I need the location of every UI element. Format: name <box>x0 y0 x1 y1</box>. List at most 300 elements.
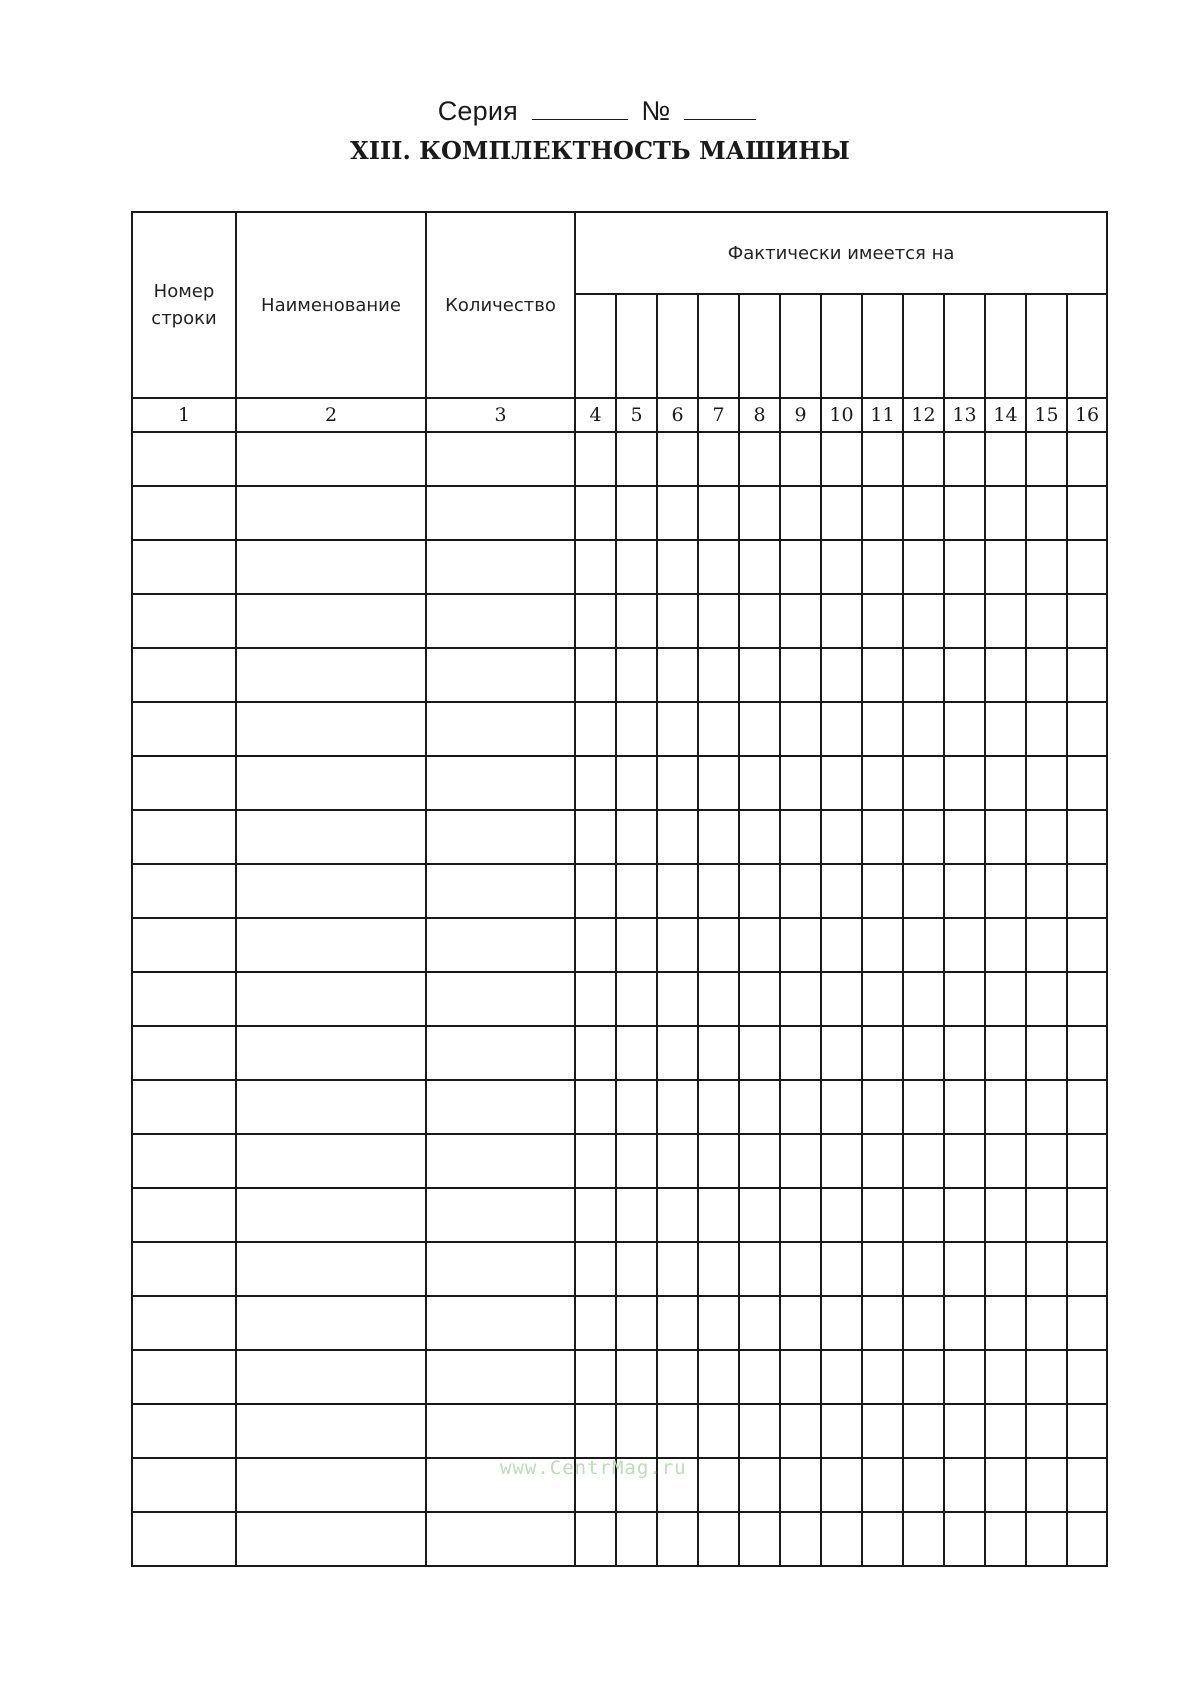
table-cell[interactable] <box>1026 486 1067 540</box>
table-cell[interactable] <box>616 486 657 540</box>
table-cell[interactable] <box>1067 1080 1107 1134</box>
table-cell[interactable] <box>657 810 698 864</box>
table-cell[interactable] <box>1026 1188 1067 1242</box>
table-cell[interactable] <box>1026 1242 1067 1296</box>
table-cell[interactable] <box>575 1080 616 1134</box>
table-cell[interactable] <box>739 1458 780 1512</box>
table-cell[interactable] <box>1067 702 1107 756</box>
table-cell[interactable] <box>862 1242 903 1296</box>
table-cell[interactable] <box>132 864 236 918</box>
table-cell[interactable] <box>657 1404 698 1458</box>
table-cell[interactable] <box>862 486 903 540</box>
table-cell[interactable] <box>780 1188 821 1242</box>
table-cell[interactable] <box>616 648 657 702</box>
table-cell[interactable] <box>821 1026 862 1080</box>
table-cell[interactable] <box>739 1026 780 1080</box>
table-cell[interactable] <box>1026 1080 1067 1134</box>
table-cell[interactable] <box>236 1458 426 1512</box>
table-cell[interactable] <box>739 540 780 594</box>
table-cell[interactable] <box>426 810 575 864</box>
table-cell[interactable] <box>426 1512 575 1566</box>
table-cell[interactable] <box>236 1080 426 1134</box>
table-cell[interactable] <box>236 594 426 648</box>
table-cell[interactable] <box>739 810 780 864</box>
date-header-cell[interactable] <box>821 294 862 398</box>
table-cell[interactable] <box>862 810 903 864</box>
table-cell[interactable] <box>426 1404 575 1458</box>
table-cell[interactable] <box>821 702 862 756</box>
table-cell[interactable] <box>1026 432 1067 486</box>
date-header-cell[interactable] <box>616 294 657 398</box>
table-cell[interactable] <box>903 594 944 648</box>
table-cell[interactable] <box>739 648 780 702</box>
table-cell[interactable] <box>616 1026 657 1080</box>
table-cell[interactable] <box>698 918 739 972</box>
series-blank-field[interactable] <box>532 97 628 120</box>
table-cell[interactable] <box>657 918 698 972</box>
table-cell[interactable] <box>821 1242 862 1296</box>
table-cell[interactable] <box>657 540 698 594</box>
table-cell[interactable] <box>1067 1404 1107 1458</box>
table-cell[interactable] <box>821 1296 862 1350</box>
table-cell[interactable] <box>1067 972 1107 1026</box>
table-cell[interactable] <box>903 648 944 702</box>
table-cell[interactable] <box>944 1350 985 1404</box>
table-cell[interactable] <box>657 1188 698 1242</box>
table-cell[interactable] <box>575 756 616 810</box>
table-cell[interactable] <box>944 918 985 972</box>
table-cell[interactable] <box>780 972 821 1026</box>
table-cell[interactable] <box>657 972 698 1026</box>
table-cell[interactable] <box>698 972 739 1026</box>
table-cell[interactable] <box>903 1350 944 1404</box>
table-cell[interactable] <box>985 1188 1026 1242</box>
table-cell[interactable] <box>1067 756 1107 810</box>
table-cell[interactable] <box>698 1242 739 1296</box>
table-cell[interactable] <box>698 1404 739 1458</box>
table-cell[interactable] <box>821 864 862 918</box>
table-cell[interactable] <box>985 756 1026 810</box>
table-cell[interactable] <box>1026 1404 1067 1458</box>
table-cell[interactable] <box>985 432 1026 486</box>
table-cell[interactable] <box>426 1296 575 1350</box>
table-cell[interactable] <box>426 1080 575 1134</box>
table-cell[interactable] <box>780 594 821 648</box>
table-cell[interactable] <box>1026 756 1067 810</box>
table-cell[interactable] <box>862 702 903 756</box>
table-cell[interactable] <box>985 1242 1026 1296</box>
table-cell[interactable] <box>985 1134 1026 1188</box>
table-cell[interactable] <box>132 756 236 810</box>
table-cell[interactable] <box>1026 648 1067 702</box>
table-cell[interactable] <box>132 810 236 864</box>
table-cell[interactable] <box>985 486 1026 540</box>
table-cell[interactable] <box>862 1080 903 1134</box>
table-cell[interactable] <box>739 1512 780 1566</box>
table-cell[interactable] <box>821 648 862 702</box>
table-cell[interactable] <box>426 756 575 810</box>
table-cell[interactable] <box>1026 594 1067 648</box>
table-cell[interactable] <box>657 486 698 540</box>
date-header-cell[interactable] <box>862 294 903 398</box>
table-cell[interactable] <box>616 756 657 810</box>
table-cell[interactable] <box>821 1512 862 1566</box>
table-cell[interactable] <box>657 1512 698 1566</box>
table-cell[interactable] <box>739 486 780 540</box>
table-cell[interactable] <box>132 432 236 486</box>
table-cell[interactable] <box>426 864 575 918</box>
table-cell[interactable] <box>944 864 985 918</box>
table-cell[interactable] <box>862 1188 903 1242</box>
table-cell[interactable] <box>903 1080 944 1134</box>
table-cell[interactable] <box>1026 972 1067 1026</box>
table-cell[interactable] <box>862 432 903 486</box>
date-header-cell[interactable] <box>1026 294 1067 398</box>
table-cell[interactable] <box>1067 594 1107 648</box>
table-cell[interactable] <box>780 1512 821 1566</box>
table-cell[interactable] <box>132 1080 236 1134</box>
table-cell[interactable] <box>1067 648 1107 702</box>
table-cell[interactable] <box>698 1026 739 1080</box>
table-cell[interactable] <box>657 432 698 486</box>
table-cell[interactable] <box>698 594 739 648</box>
table-cell[interactable] <box>657 1134 698 1188</box>
table-cell[interactable] <box>657 1242 698 1296</box>
table-cell[interactable] <box>426 1188 575 1242</box>
table-cell[interactable] <box>132 972 236 1026</box>
table-cell[interactable] <box>739 1134 780 1188</box>
table-cell[interactable] <box>236 864 426 918</box>
table-cell[interactable] <box>236 1404 426 1458</box>
table-cell[interactable] <box>132 1188 236 1242</box>
table-cell[interactable] <box>821 1134 862 1188</box>
table-cell[interactable] <box>132 486 236 540</box>
table-cell[interactable] <box>903 1404 944 1458</box>
table-cell[interactable] <box>862 756 903 810</box>
table-cell[interactable] <box>132 648 236 702</box>
table-cell[interactable] <box>903 1134 944 1188</box>
table-cell[interactable] <box>575 810 616 864</box>
table-cell[interactable] <box>426 1026 575 1080</box>
table-cell[interactable] <box>985 1458 1026 1512</box>
table-cell[interactable] <box>739 432 780 486</box>
table-cell[interactable] <box>236 1350 426 1404</box>
table-cell[interactable] <box>985 1404 1026 1458</box>
table-cell[interactable] <box>616 540 657 594</box>
table-cell[interactable] <box>1067 864 1107 918</box>
table-cell[interactable] <box>698 1080 739 1134</box>
table-cell[interactable] <box>1026 1296 1067 1350</box>
table-cell[interactable] <box>426 702 575 756</box>
table-cell[interactable] <box>903 972 944 1026</box>
table-cell[interactable] <box>780 864 821 918</box>
date-header-cell[interactable] <box>657 294 698 398</box>
table-cell[interactable] <box>985 1080 1026 1134</box>
table-cell[interactable] <box>944 1026 985 1080</box>
table-cell[interactable] <box>780 1134 821 1188</box>
table-cell[interactable] <box>1026 1458 1067 1512</box>
table-cell[interactable] <box>132 1296 236 1350</box>
table-cell[interactable] <box>698 1296 739 1350</box>
table-cell[interactable] <box>780 432 821 486</box>
table-cell[interactable] <box>132 1134 236 1188</box>
table-cell[interactable] <box>862 864 903 918</box>
table-cell[interactable] <box>903 1512 944 1566</box>
table-cell[interactable] <box>1067 1134 1107 1188</box>
table-cell[interactable] <box>780 1080 821 1134</box>
table-cell[interactable] <box>616 432 657 486</box>
table-cell[interactable] <box>1026 1350 1067 1404</box>
table-cell[interactable] <box>698 702 739 756</box>
table-cell[interactable] <box>657 756 698 810</box>
table-cell[interactable] <box>236 810 426 864</box>
table-cell[interactable] <box>575 432 616 486</box>
table-cell[interactable] <box>616 864 657 918</box>
table-cell[interactable] <box>780 702 821 756</box>
table-cell[interactable] <box>780 1296 821 1350</box>
table-cell[interactable] <box>780 1026 821 1080</box>
table-cell[interactable] <box>698 756 739 810</box>
table-cell[interactable] <box>616 810 657 864</box>
table-cell[interactable] <box>944 594 985 648</box>
table-cell[interactable] <box>132 540 236 594</box>
table-cell[interactable] <box>132 1026 236 1080</box>
table-cell[interactable] <box>985 702 1026 756</box>
table-cell[interactable] <box>698 810 739 864</box>
table-cell[interactable] <box>903 540 944 594</box>
table-cell[interactable] <box>862 972 903 1026</box>
table-cell[interactable] <box>657 594 698 648</box>
table-cell[interactable] <box>903 702 944 756</box>
table-cell[interactable] <box>944 1242 985 1296</box>
table-cell[interactable] <box>780 1350 821 1404</box>
table-cell[interactable] <box>575 648 616 702</box>
table-cell[interactable] <box>862 648 903 702</box>
table-cell[interactable] <box>1026 540 1067 594</box>
table-cell[interactable] <box>821 756 862 810</box>
table-cell[interactable] <box>739 756 780 810</box>
table-cell[interactable] <box>575 1188 616 1242</box>
table-cell[interactable] <box>698 1134 739 1188</box>
table-cell[interactable] <box>616 1512 657 1566</box>
table-cell[interactable] <box>426 594 575 648</box>
table-cell[interactable] <box>780 540 821 594</box>
table-cell[interactable] <box>236 972 426 1026</box>
number-blank-field[interactable] <box>684 97 756 120</box>
table-cell[interactable] <box>236 648 426 702</box>
table-cell[interactable] <box>862 1404 903 1458</box>
table-cell[interactable] <box>903 1026 944 1080</box>
table-cell[interactable] <box>426 1350 575 1404</box>
table-cell[interactable] <box>944 1188 985 1242</box>
table-cell[interactable] <box>657 864 698 918</box>
table-cell[interactable] <box>821 972 862 1026</box>
table-cell[interactable] <box>616 1242 657 1296</box>
date-header-cell[interactable] <box>780 294 821 398</box>
table-cell[interactable] <box>575 1242 616 1296</box>
table-cell[interactable] <box>903 864 944 918</box>
table-cell[interactable] <box>132 702 236 756</box>
table-cell[interactable] <box>575 594 616 648</box>
table-cell[interactable] <box>780 810 821 864</box>
table-cell[interactable] <box>236 918 426 972</box>
table-cell[interactable] <box>985 810 1026 864</box>
table-cell[interactable] <box>657 702 698 756</box>
table-cell[interactable] <box>1067 486 1107 540</box>
table-cell[interactable] <box>1067 810 1107 864</box>
table-cell[interactable] <box>575 486 616 540</box>
table-cell[interactable] <box>821 1350 862 1404</box>
table-cell[interactable] <box>698 540 739 594</box>
table-cell[interactable] <box>862 1026 903 1080</box>
table-cell[interactable] <box>862 1458 903 1512</box>
table-cell[interactable] <box>739 1242 780 1296</box>
table-cell[interactable] <box>780 1458 821 1512</box>
table-cell[interactable] <box>985 540 1026 594</box>
table-cell[interactable] <box>985 1350 1026 1404</box>
table-cell[interactable] <box>903 432 944 486</box>
table-cell[interactable] <box>944 540 985 594</box>
table-cell[interactable] <box>616 1080 657 1134</box>
table-cell[interactable] <box>739 594 780 648</box>
table-cell[interactable] <box>426 432 575 486</box>
table-cell[interactable] <box>985 1026 1026 1080</box>
table-cell[interactable] <box>903 1188 944 1242</box>
table-cell[interactable] <box>985 648 1026 702</box>
table-cell[interactable] <box>821 1404 862 1458</box>
table-cell[interactable] <box>1067 1026 1107 1080</box>
table-cell[interactable] <box>944 1296 985 1350</box>
table-cell[interactable] <box>426 972 575 1026</box>
table-cell[interactable] <box>236 432 426 486</box>
table-cell[interactable] <box>1026 1026 1067 1080</box>
table-cell[interactable] <box>657 1350 698 1404</box>
table-cell[interactable] <box>236 1134 426 1188</box>
table-cell[interactable] <box>944 1458 985 1512</box>
table-cell[interactable] <box>944 1404 985 1458</box>
table-cell[interactable] <box>426 540 575 594</box>
table-cell[interactable] <box>739 864 780 918</box>
table-cell[interactable] <box>821 1080 862 1134</box>
table-cell[interactable] <box>575 918 616 972</box>
table-cell[interactable] <box>739 1188 780 1242</box>
table-cell[interactable] <box>616 1404 657 1458</box>
table-cell[interactable] <box>236 756 426 810</box>
table-cell[interactable] <box>739 1404 780 1458</box>
table-cell[interactable] <box>575 1026 616 1080</box>
table-cell[interactable] <box>575 540 616 594</box>
table-cell[interactable] <box>1067 918 1107 972</box>
date-header-cell[interactable] <box>1067 294 1107 398</box>
table-cell[interactable] <box>236 486 426 540</box>
table-cell[interactable] <box>862 1134 903 1188</box>
table-cell[interactable] <box>780 648 821 702</box>
table-cell[interactable] <box>944 1080 985 1134</box>
table-cell[interactable] <box>698 432 739 486</box>
table-cell[interactable] <box>616 594 657 648</box>
table-cell[interactable] <box>132 1350 236 1404</box>
table-cell[interactable] <box>739 918 780 972</box>
date-header-cell[interactable] <box>739 294 780 398</box>
table-cell[interactable] <box>903 1242 944 1296</box>
table-cell[interactable] <box>1026 1512 1067 1566</box>
table-cell[interactable] <box>1067 1350 1107 1404</box>
table-cell[interactable] <box>944 432 985 486</box>
table-cell[interactable] <box>821 810 862 864</box>
table-cell[interactable] <box>698 648 739 702</box>
table-cell[interactable] <box>1026 1134 1067 1188</box>
table-cell[interactable] <box>821 1188 862 1242</box>
table-cell[interactable] <box>780 1242 821 1296</box>
table-cell[interactable] <box>985 1296 1026 1350</box>
table-cell[interactable] <box>1026 918 1067 972</box>
table-cell[interactable] <box>862 1350 903 1404</box>
table-cell[interactable] <box>821 486 862 540</box>
table-cell[interactable] <box>426 1134 575 1188</box>
table-cell[interactable] <box>985 972 1026 1026</box>
table-cell[interactable] <box>739 1080 780 1134</box>
table-cell[interactable] <box>1067 1242 1107 1296</box>
table-cell[interactable] <box>821 918 862 972</box>
table-cell[interactable] <box>739 1296 780 1350</box>
date-header-cell[interactable] <box>575 294 616 398</box>
table-cell[interactable] <box>575 1512 616 1566</box>
table-cell[interactable] <box>903 756 944 810</box>
table-cell[interactable] <box>903 1458 944 1512</box>
table-cell[interactable] <box>575 1350 616 1404</box>
table-cell[interactable] <box>862 1296 903 1350</box>
table-cell[interactable] <box>132 1404 236 1458</box>
table-cell[interactable] <box>657 1296 698 1350</box>
table-cell[interactable] <box>616 972 657 1026</box>
table-cell[interactable] <box>236 540 426 594</box>
table-cell[interactable] <box>616 702 657 756</box>
table-cell[interactable] <box>903 810 944 864</box>
table-cell[interactable] <box>944 756 985 810</box>
table-cell[interactable] <box>132 594 236 648</box>
table-cell[interactable] <box>862 540 903 594</box>
table-cell[interactable] <box>821 540 862 594</box>
table-cell[interactable] <box>862 594 903 648</box>
table-cell[interactable] <box>944 1512 985 1566</box>
table-cell[interactable] <box>132 1512 236 1566</box>
table-cell[interactable] <box>903 918 944 972</box>
table-cell[interactable] <box>657 1026 698 1080</box>
table-cell[interactable] <box>739 1350 780 1404</box>
table-cell[interactable] <box>132 1458 236 1512</box>
table-cell[interactable] <box>1067 1512 1107 1566</box>
table-cell[interactable] <box>944 486 985 540</box>
table-cell[interactable] <box>1026 810 1067 864</box>
date-header-cell[interactable] <box>698 294 739 398</box>
table-cell[interactable] <box>739 702 780 756</box>
table-cell[interactable] <box>616 918 657 972</box>
table-cell[interactable] <box>944 810 985 864</box>
table-cell[interactable] <box>657 1080 698 1134</box>
table-cell[interactable] <box>236 1188 426 1242</box>
table-cell[interactable] <box>575 1404 616 1458</box>
date-header-cell[interactable] <box>903 294 944 398</box>
table-cell[interactable] <box>1026 864 1067 918</box>
table-cell[interactable] <box>698 864 739 918</box>
table-cell[interactable] <box>862 918 903 972</box>
table-cell[interactable] <box>985 594 1026 648</box>
table-cell[interactable] <box>616 1350 657 1404</box>
table-cell[interactable] <box>575 1134 616 1188</box>
table-cell[interactable] <box>698 1350 739 1404</box>
date-header-cell[interactable] <box>985 294 1026 398</box>
table-cell[interactable] <box>236 1296 426 1350</box>
